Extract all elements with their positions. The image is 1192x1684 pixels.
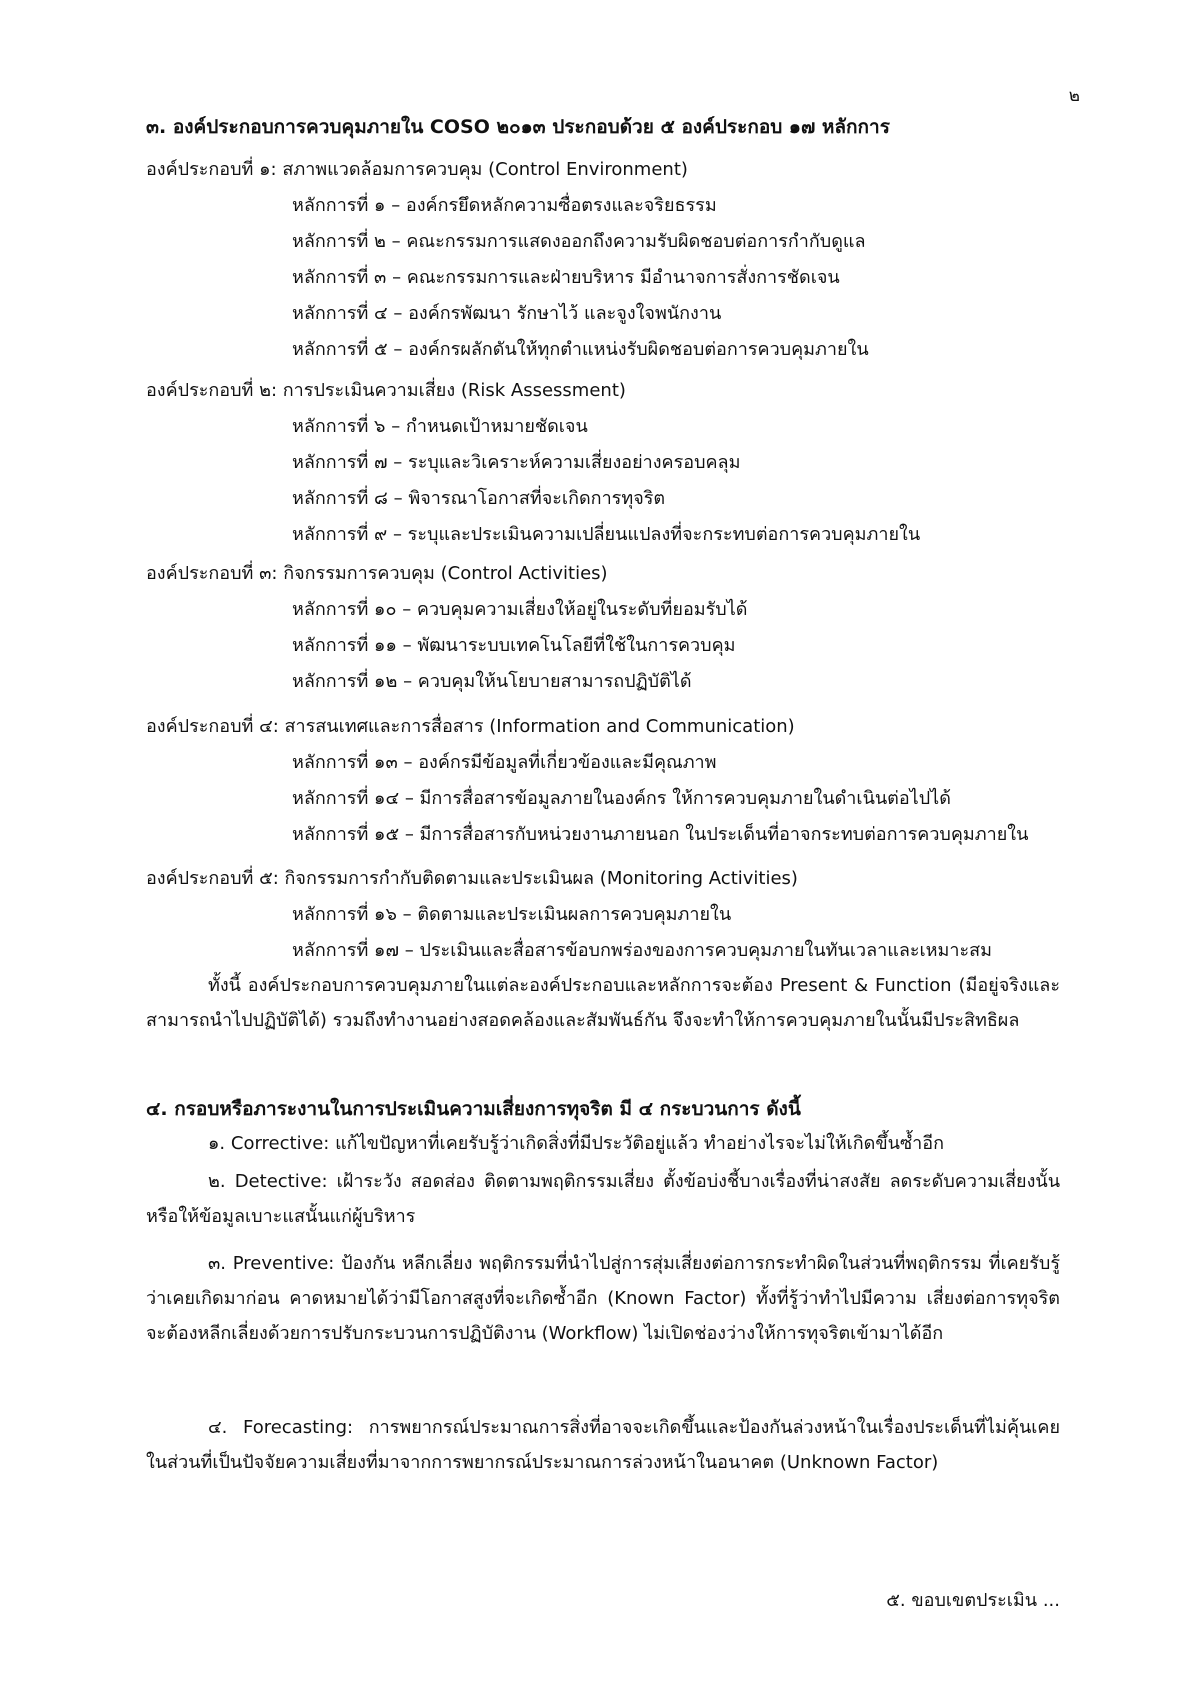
process-preventive: ๓. Preventive: ป้องกัน หลีกเลี่ยง พฤติกรรมที่นำไปสู่การสุ่มเสี่ยงต่อการกระทำผิดในส่วนที่พฤติกรรม ที่เคยรับรู้ว่าเคยเกิดมาก่อน คาดหมายได้ว่ามีโอกาสสูงที่จะเกิดซ้ำอีก (Known Factor) ทั้งที่รู้ว่าทำไปมีความ เสี่ยงต่อการทุจริต จะต้องหลีกเลี่ยงด้วยการปรับกระบวนการปฏิบัติงาน (Workflow) ไม่เปิดช่องว่างให้การทุจริตเข้ามาได้อีก bbox=[146, 1253, 1060, 1344]
component-5-label: องค์ประกอบที่ ๕: กิจกรรมการกำกับติดตามและประเมินผล (Monitoring Activities) bbox=[146, 868, 798, 889]
principle-17: หลักการที่ ๑๗ – ประเมินและสื่อสารข้อบกพร่องของการควบคุมภายในทันเวลาและเหมาะสม bbox=[292, 940, 993, 961]
continuation-footer: ๕. ขอบเขตประเมิน ... bbox=[886, 1590, 1060, 1611]
process-detective: ๒. Detective: เฝ้าระวัง สอดส่อง ติดตามพฤติกรรมเสี่ยง ตั้งข้อบ่งชี้บางเรื่องที่น่าสงสัย ลดระดับความเสี่ยงนั้น หรือให้ข้อมูลเบาะแสนั้นแก่ผู้บริหาร bbox=[146, 1171, 1060, 1227]
principle-13: หลักการที่ ๑๓ – องค์กรมีข้อมูลที่เกี่ยวข้องและมีคุณภาพ bbox=[292, 752, 717, 773]
page-number: ๒ bbox=[1068, 86, 1080, 106]
section-3-heading: ๓. องค์ประกอบการควบคุมภายใน COSO ๒๐๑๓ ประกอบด้วย ๕ องค์ประกอบ ๑๗ หลักการ bbox=[146, 116, 890, 138]
principle-7: หลักการที่ ๗ – ระบุและวิเคราะห์ความเสี่ยงอย่างครอบคลุม bbox=[292, 452, 741, 473]
component-3-label: องค์ประกอบที่ ๓: กิจกรรมการควบคุม (Control Activities) bbox=[146, 563, 608, 584]
principle-14: หลักการที่ ๑๔ – มีการสื่อสารข้อมูลภายในองค์กร ให้การควบคุมภายในดำเนินต่อไปได้ bbox=[292, 788, 951, 809]
principle-5: หลักการที่ ๕ – องค์กรผลักดันให้ทุกตำแหน่งรับผิดชอบต่อการควบคุมภายใน bbox=[292, 339, 869, 360]
principle-2: หลักการที่ ๒ – คณะกรรมการแสดงออกถึงความรับผิดชอบต่อการกำกับดูแล bbox=[292, 231, 866, 252]
principle-4: หลักการที่ ๔ – องค์กรพัฒนา รักษาไว้ และจูงใจพนักงาน bbox=[292, 303, 722, 324]
principle-16: หลักการที่ ๑๖ – ติดตามและประเมินผลการควบคุมภายใน bbox=[292, 904, 732, 925]
principle-12: หลักการที่ ๑๒ – ควบคุมให้นโยบายสามารถปฏิบัติได้ bbox=[292, 671, 692, 692]
process-forecasting: ๔. Forecasting: การพยากรณ์ประมาณการสิ่งที่อาจจะเกิดขึ้นและป้องกันล่วงหน้าในเรื่องประเด็นที่ไม่คุ้นเคยในส่วนที่เป็นปัจจัยความเสี่ยงที่มาจากการพยากรณ์ประมาณการล่วงหน้าในอนาคต (Unknown Factor) bbox=[146, 1417, 1060, 1473]
principle-3: หลักการที่ ๓ – คณะกรรมการและฝ่ายบริหาร มีอำนาจการสั่งการชัดเจน bbox=[292, 267, 840, 288]
principle-15: หลักการที่ ๑๕ – มีการสื่อสารกับหน่วยงานภายนอก ในประเด็นที่อาจกระทบต่อการควบคุมภายใน bbox=[292, 824, 1029, 845]
principle-9: หลักการที่ ๙ – ระบุและประเมินความเปลี่ยนแปลงที่จะกระทบต่อการควบคุมภายใน bbox=[292, 524, 921, 545]
principle-1: หลักการที่ ๑ – องค์กรยึดหลักความซื่อตรงและจริยธรรม bbox=[292, 195, 717, 216]
principle-8: หลักการที่ ๘ – พิจารณาโอกาสที่จะเกิดการทุจริต bbox=[292, 488, 666, 509]
component-1-label: องค์ประกอบที่ ๑: สภาพแวดล้อมการควบคุม (Control Environment) bbox=[146, 159, 688, 180]
process-corrective: ๑. Corrective: แก้ไขปัญหาที่เคยรับรู้ว่าเกิดสิ่งที่มีประวัติอยู่แล้ว ทำอย่างไรจะไม่ให้เกิดขึ้นซ้ำอีก bbox=[208, 1133, 944, 1154]
principle-11: หลักการที่ ๑๑ – พัฒนาระบบเทคโนโลยีที่ใช้ในการควบคุม bbox=[292, 635, 736, 656]
principle-6: หลักการที่ ๖ – กำหนดเป้าหมายชัดเจน bbox=[292, 416, 588, 437]
component-4-label: องค์ประกอบที่ ๔: สารสนเทศและการสื่อสาร (Information and Communication) bbox=[146, 716, 795, 737]
principle-10: หลักการที่ ๑๐ – ควบคุมความเสี่ยงให้อยู่ในระดับที่ยอมรับได้ bbox=[292, 599, 748, 620]
section-4-heading: ๔. กรอบหรือภาระงานในการประเมินความเสี่ยงการทุจริต มี ๔ กระบวนการ ดังนี้ bbox=[146, 1098, 801, 1120]
section-3-summary: ทั้งนี้ องค์ประกอบการควบคุมภายในแต่ละองค์ประกอบและหลักการจะต้อง Present & Function (มีอยู่จริงและสามารถนำไปปฏิบัติได้) รวมถึงทำงานอย่างสอดคล้องและสัมพันธ์กัน จึงจะทำให้การควบคุมภายในนั้นมีประสิทธิผล bbox=[146, 975, 1060, 1031]
component-2-label: องค์ประกอบที่ ๒: การประเมินความเสี่ยง (Risk Assessment) bbox=[146, 380, 626, 401]
